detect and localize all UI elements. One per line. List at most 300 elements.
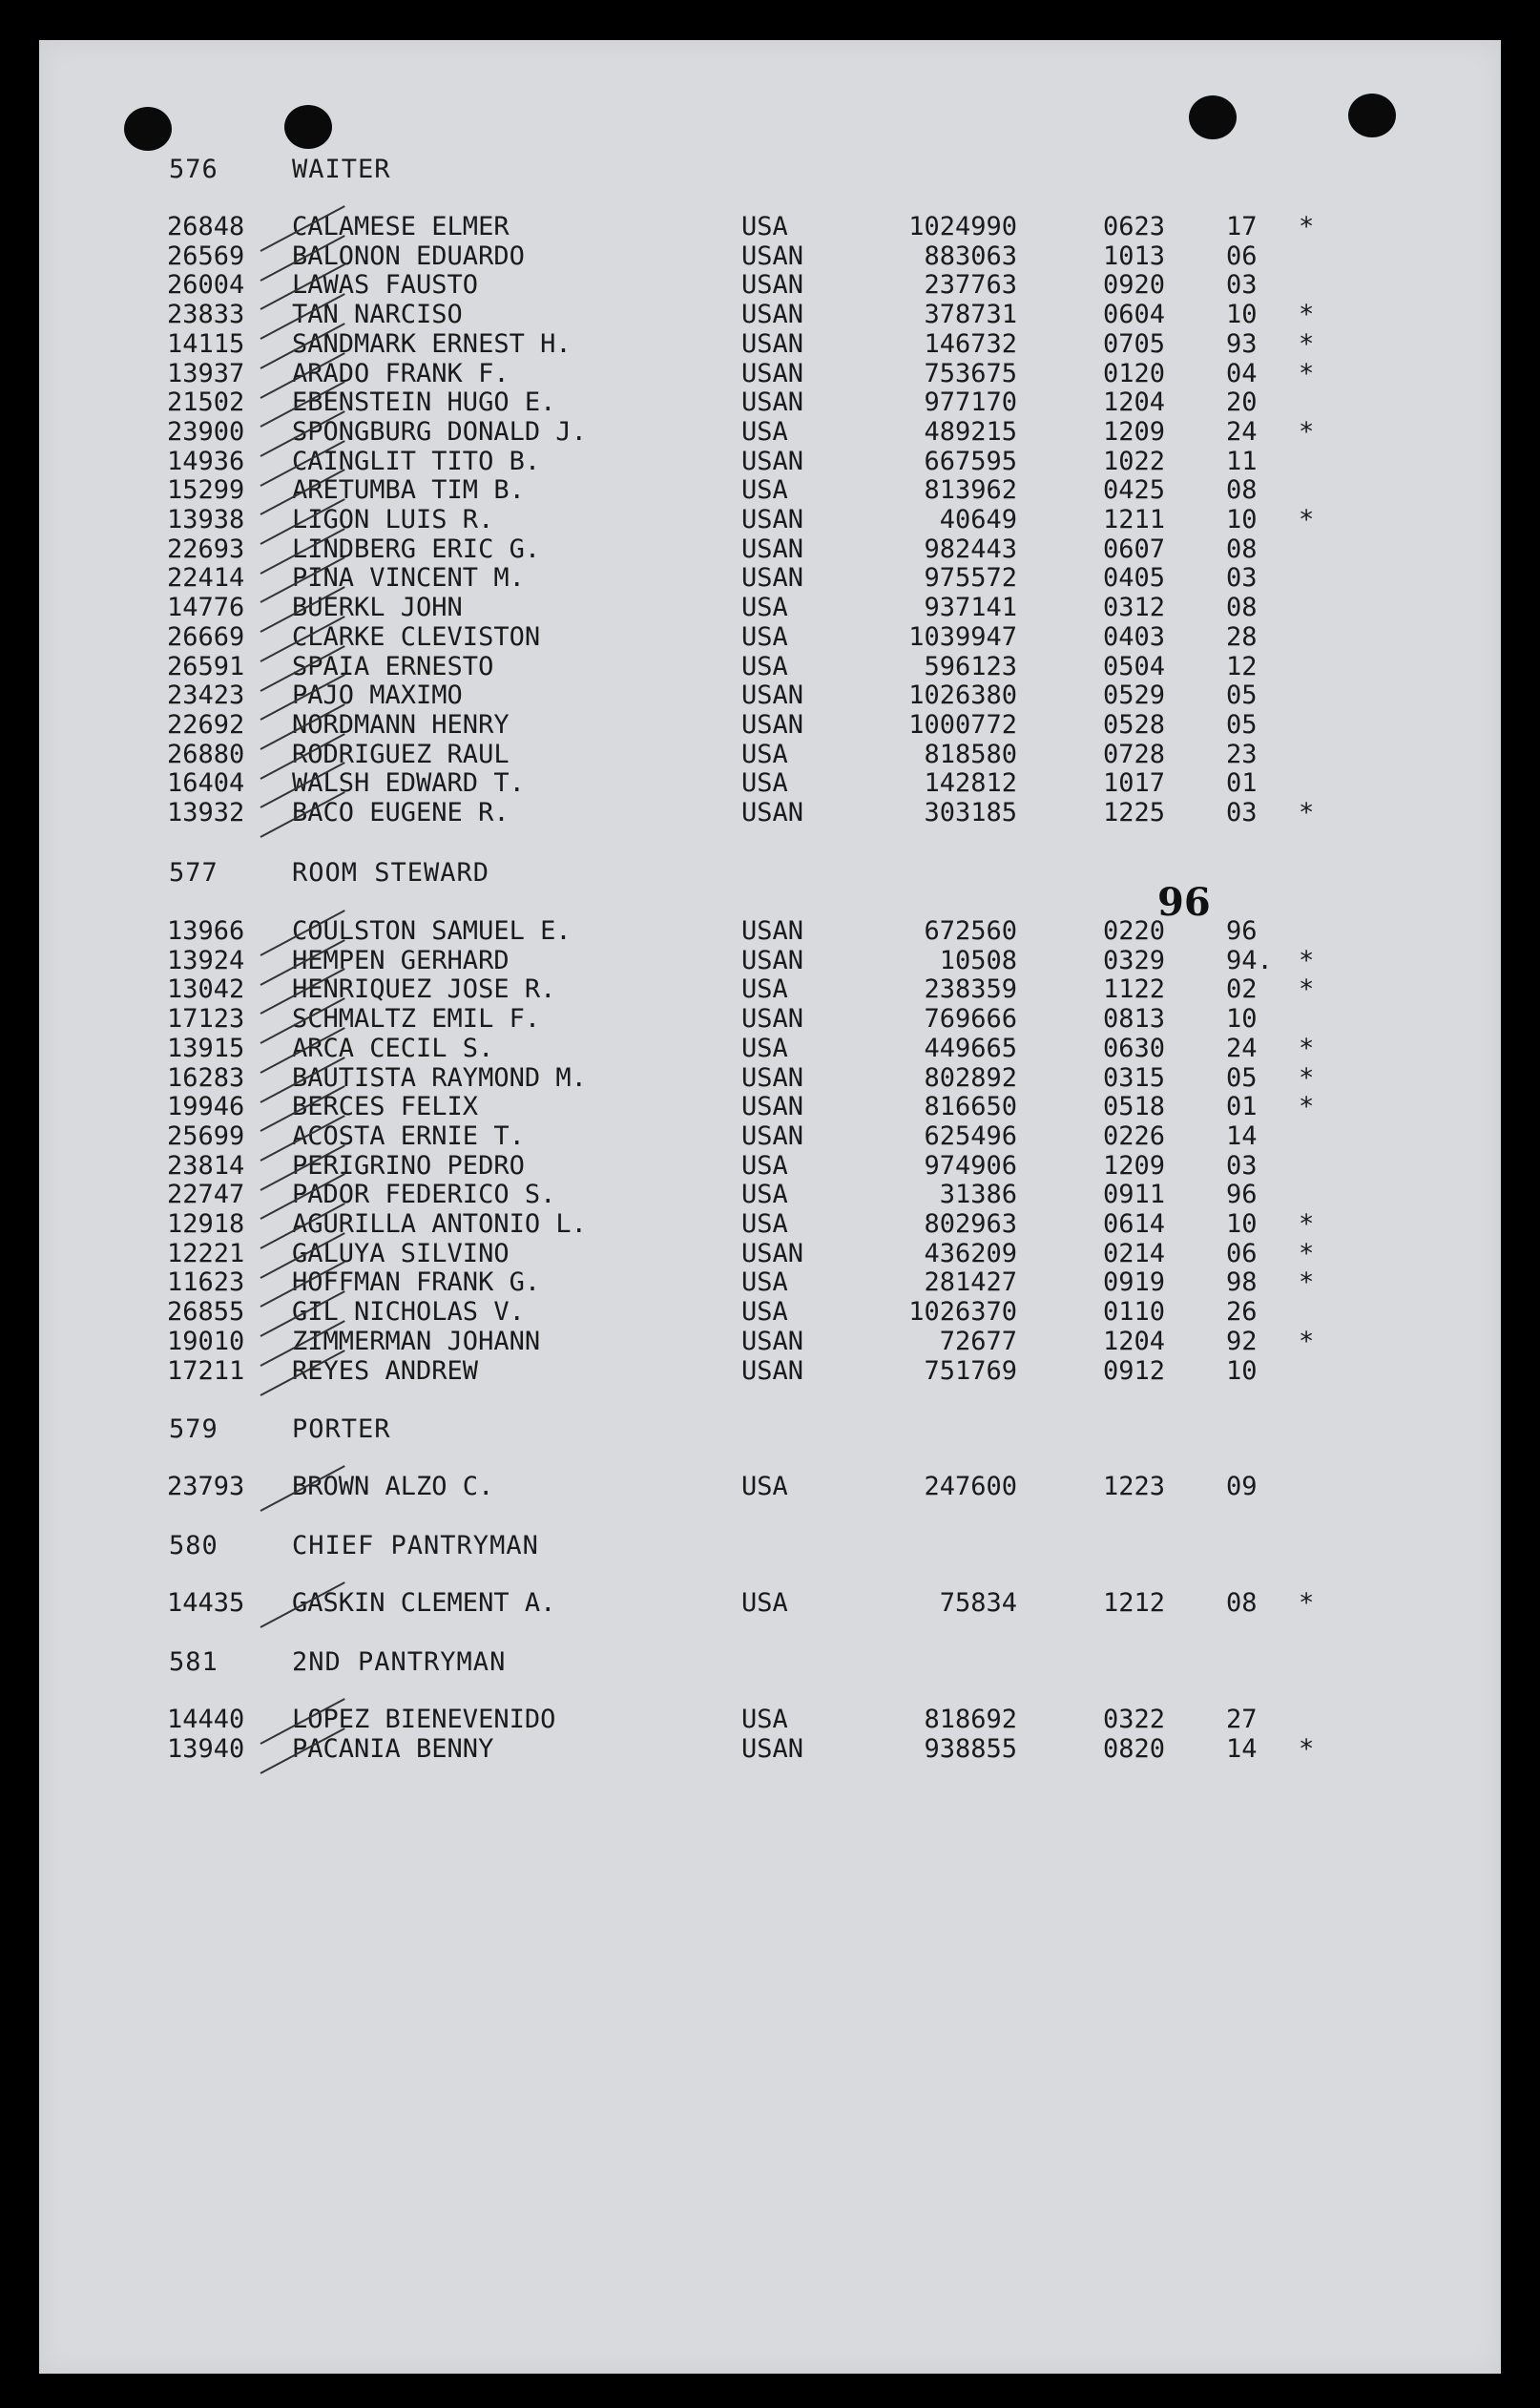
entry-code: 03: [1226, 270, 1258, 300]
section-header: [39, 1414, 1501, 1447]
section-header: [39, 1647, 1501, 1680]
entry-code: 24: [1226, 1034, 1258, 1063]
employee-id: 12221: [167, 1239, 245, 1268]
table-row: [39, 946, 1501, 975]
asterisk-mark: *: [1299, 505, 1315, 534]
employee-id: 17211: [167, 1356, 245, 1386]
employee-name: SPAIA ERNESTO: [292, 652, 494, 681]
entry-code: 10: [1226, 505, 1258, 534]
citizenship: USA: [741, 1472, 788, 1501]
date-code: 0110: [1103, 1297, 1166, 1327]
citizenship: USAN: [741, 1239, 804, 1268]
citizenship: USAN: [741, 563, 804, 593]
section-header: [39, 858, 1501, 890]
date-code: 1204: [1103, 1327, 1166, 1356]
employee-id: 12918: [167, 1209, 245, 1239]
certificate-number: 1026380: [908, 681, 1017, 710]
date-code: 0820: [1103, 1734, 1166, 1764]
employee-name: BAUTISTA RAYMOND M.: [292, 1063, 587, 1093]
table-row: [39, 593, 1501, 622]
employee-id: 22747: [167, 1180, 245, 1209]
table-row: [39, 1472, 1501, 1501]
entry-code: 03: [1226, 798, 1258, 827]
certificate-number: 937141: [924, 593, 1017, 622]
citizenship: USA: [741, 652, 788, 681]
employee-name: GIL NICHOLAS V.: [292, 1297, 525, 1327]
citizenship: USA: [741, 1705, 788, 1734]
citizenship: USAN: [741, 359, 804, 388]
date-code: 0322: [1103, 1705, 1166, 1734]
citizenship: USA: [741, 622, 788, 652]
citizenship: USAN: [741, 241, 804, 271]
date-code: 0220: [1103, 916, 1166, 946]
page-stamp: 96: [1157, 880, 1211, 925]
certificate-number: 818580: [924, 740, 1017, 769]
date-code: 0623: [1103, 212, 1166, 241]
citizenship: USA: [741, 740, 788, 769]
entry-code: 24: [1226, 417, 1258, 447]
entry-code: 94.: [1226, 946, 1273, 975]
certificate-number: 938855: [924, 1734, 1017, 1764]
certificate-number: 489215: [924, 417, 1017, 447]
certificate-number: 975572: [924, 563, 1017, 593]
entry-code: 92: [1226, 1327, 1258, 1356]
entry-code: 93: [1226, 329, 1258, 359]
citizenship: USA: [741, 417, 788, 447]
employee-name: NORDMANN HENRY: [292, 710, 510, 740]
section-code: 579: [169, 1414, 219, 1444]
employee-name: BROWN ALZO C.: [292, 1472, 494, 1501]
employee-id: 14936: [167, 447, 245, 476]
asterisk-mark: *: [1299, 1588, 1315, 1618]
entry-code: 10: [1226, 1004, 1258, 1034]
certificate-number: 10508: [939, 946, 1017, 975]
certificate-number: 977170: [924, 387, 1017, 417]
punch-hole: [1348, 94, 1396, 137]
employee-name: HENRIQUEZ JOSE R.: [292, 974, 556, 1004]
employee-name: AGURILLA ANTONIO L.: [292, 1209, 587, 1239]
citizenship: USAN: [741, 710, 804, 740]
entry-code: 26: [1226, 1297, 1258, 1327]
date-code: 0920: [1103, 270, 1166, 300]
table-row: [39, 270, 1501, 300]
date-code: 1211: [1103, 505, 1166, 534]
table-row: [39, 212, 1501, 241]
table-row: [39, 505, 1501, 534]
certificate-number: 672560: [924, 916, 1017, 946]
employee-id: 13924: [167, 946, 245, 975]
employee-id: 16404: [167, 768, 245, 798]
table-row: [39, 710, 1501, 740]
asterisk-mark: *: [1299, 1734, 1315, 1764]
date-code: 0312: [1103, 593, 1166, 622]
entry-code: 01: [1226, 1092, 1258, 1121]
employee-name: ARCA CECIL S.: [292, 1034, 494, 1063]
table-row: [39, 300, 1501, 329]
employee-id: 26669: [167, 622, 245, 652]
asterisk-mark: *: [1299, 417, 1315, 447]
date-code: 0329: [1103, 946, 1166, 975]
certificate-number: 802963: [924, 1209, 1017, 1239]
date-code: 1225: [1103, 798, 1166, 827]
table-row: [39, 740, 1501, 769]
certificate-number: 596123: [924, 652, 1017, 681]
entry-code: 10: [1226, 300, 1258, 329]
employee-name: PACANIA BENNY: [292, 1734, 494, 1764]
table-row: [39, 681, 1501, 710]
section-title: PORTER: [292, 1414, 391, 1444]
table-row: [39, 652, 1501, 681]
citizenship: USA: [741, 1588, 788, 1618]
employee-name: BALONON EDUARDO: [292, 241, 525, 271]
section-title: 2ND PANTRYMAN: [292, 1647, 507, 1677]
table-row: [39, 475, 1501, 505]
employee-id: 23833: [167, 300, 245, 329]
date-code: 0728: [1103, 740, 1166, 769]
date-code: 0315: [1103, 1063, 1166, 1093]
certificate-number: 769666: [924, 1004, 1017, 1034]
certificate-number: 753675: [924, 359, 1017, 388]
table-row: [39, 974, 1501, 1004]
table-row: [39, 1004, 1501, 1034]
citizenship: USAN: [741, 1327, 804, 1356]
asterisk-mark: *: [1299, 300, 1315, 329]
employee-name: HEMPEN GERHARD: [292, 946, 510, 975]
certificate-number: 974906: [924, 1151, 1017, 1181]
entry-code: 14: [1226, 1734, 1258, 1764]
table-row: [39, 768, 1501, 798]
punch-hole: [1189, 95, 1237, 139]
certificate-number: 237763: [924, 270, 1017, 300]
employee-id: 13966: [167, 916, 245, 946]
asterisk-mark: *: [1299, 1239, 1315, 1268]
table-row: [39, 1063, 1501, 1093]
employee-name: GASKIN CLEMENT A.: [292, 1588, 556, 1618]
citizenship: USAN: [741, 681, 804, 710]
table-row: [39, 1356, 1501, 1386]
entry-code: 12: [1226, 652, 1258, 681]
certificate-number: 883063: [924, 241, 1017, 271]
certificate-number: 1039947: [908, 622, 1017, 652]
employee-id: 25699: [167, 1121, 245, 1151]
citizenship: USA: [741, 212, 788, 241]
section-title: WAITER: [292, 155, 391, 184]
date-code: 1223: [1103, 1472, 1166, 1501]
citizenship: USA: [741, 974, 788, 1004]
employee-id: 19010: [167, 1327, 245, 1356]
table-row: [39, 534, 1501, 564]
certificate-number: 75834: [939, 1588, 1017, 1618]
table-row: [39, 798, 1501, 827]
citizenship: USA: [741, 1180, 788, 1209]
certificate-number: 1000772: [908, 710, 1017, 740]
employee-name: LAWAS FAUSTO: [292, 270, 479, 300]
entry-code: 23: [1226, 740, 1258, 769]
employee-id: 26569: [167, 241, 245, 271]
employee-id: 13937: [167, 359, 245, 388]
citizenship: USA: [741, 1267, 788, 1297]
section-title: ROOM STEWARD: [292, 858, 490, 888]
employee-id: 26855: [167, 1297, 245, 1327]
employee-id: 21502: [167, 387, 245, 417]
date-code: 0214: [1103, 1239, 1166, 1268]
citizenship: USA: [741, 768, 788, 798]
employee-id: 14115: [167, 329, 245, 359]
employee-name: ACOSTA ERNIE T.: [292, 1121, 525, 1151]
employee-name: SPONGBURG DONALD J.: [292, 417, 587, 447]
certificate-number: 281427: [924, 1267, 1017, 1297]
entry-code: 20: [1226, 387, 1258, 417]
entry-code: 06: [1226, 1239, 1258, 1268]
entry-code: 17: [1226, 212, 1258, 241]
section-code: 580: [169, 1531, 219, 1560]
employee-id: 15299: [167, 475, 245, 505]
entry-code: 08: [1226, 1588, 1258, 1618]
employee-name: LIGON LUIS R.: [292, 505, 494, 534]
certificate-number: 142812: [924, 768, 1017, 798]
table-row: [39, 1267, 1501, 1297]
section-title: CHIEF PANTRYMAN: [292, 1531, 539, 1560]
citizenship: USAN: [741, 329, 804, 359]
citizenship: USA: [741, 593, 788, 622]
certificate-number: 1024990: [908, 212, 1017, 241]
asterisk-mark: *: [1299, 1209, 1315, 1239]
table-row: [39, 1588, 1501, 1618]
employee-name: PERIGRINO PEDRO: [292, 1151, 525, 1181]
asterisk-mark: *: [1299, 329, 1315, 359]
employee-name: PADOR FEDERICO S.: [292, 1180, 556, 1209]
date-code: 0911: [1103, 1180, 1166, 1209]
table-row: [39, 417, 1501, 447]
citizenship: USAN: [741, 1092, 804, 1121]
table-row: [39, 1034, 1501, 1063]
table-row: [39, 1734, 1501, 1764]
entry-code: 11: [1226, 447, 1258, 476]
entry-code: 28: [1226, 622, 1258, 652]
citizenship: USA: [741, 1151, 788, 1181]
date-code: 0403: [1103, 622, 1166, 652]
employee-name: GALUYA SILVINO: [292, 1239, 510, 1268]
table-row: [39, 1180, 1501, 1209]
certificate-number: 436209: [924, 1239, 1017, 1268]
certificate-number: 238359: [924, 974, 1017, 1004]
citizenship: USAN: [741, 1063, 804, 1093]
entry-code: 08: [1226, 593, 1258, 622]
entry-code: 27: [1226, 1705, 1258, 1734]
employee-id: 23814: [167, 1151, 245, 1181]
citizenship: USAN: [741, 1356, 804, 1386]
certificate-number: 813962: [924, 475, 1017, 505]
employee-id: 26848: [167, 212, 245, 241]
table-row: [39, 1297, 1501, 1327]
entry-code: 96: [1226, 1180, 1258, 1209]
table-row: [39, 241, 1501, 271]
table-row: [39, 916, 1501, 946]
employee-name: CLARKE CLEVISTON: [292, 622, 541, 652]
punch-hole: [284, 105, 332, 149]
date-code: 0528: [1103, 710, 1166, 740]
employee-id: 11623: [167, 1267, 245, 1297]
certificate-number: 146732: [924, 329, 1017, 359]
certificate-number: 40649: [939, 505, 1017, 534]
certificate-number: 816650: [924, 1092, 1017, 1121]
employee-name: CAINGLIT TITO B.: [292, 447, 541, 476]
employee-name: REYES ANDREW: [292, 1356, 479, 1386]
date-code: 1209: [1103, 1151, 1166, 1181]
date-code: 0604: [1103, 300, 1166, 329]
entry-code: 03: [1226, 563, 1258, 593]
entry-code: 10: [1226, 1356, 1258, 1386]
employee-name: COULSTON SAMUEL E.: [292, 916, 572, 946]
date-code: 0504: [1103, 652, 1166, 681]
entry-code: 98: [1226, 1267, 1258, 1297]
certificate-number: 31386: [939, 1180, 1017, 1209]
employee-name: ARADO FRANK F.: [292, 359, 510, 388]
employee-id: 13915: [167, 1034, 245, 1063]
entry-code: 06: [1226, 241, 1258, 271]
entry-code: 04: [1226, 359, 1258, 388]
citizenship: USAN: [741, 946, 804, 975]
employee-id: 13938: [167, 505, 245, 534]
employee-name: LINDBERG ERIC G.: [292, 534, 541, 564]
entry-code: 08: [1226, 475, 1258, 505]
employee-name: EBENSTEIN HUGO E.: [292, 387, 556, 417]
date-code: 0919: [1103, 1267, 1166, 1297]
employee-id: 23423: [167, 681, 245, 710]
date-code: 0705: [1103, 329, 1166, 359]
employee-name: SANDMARK ERNEST H.: [292, 329, 572, 359]
date-code: 0226: [1103, 1121, 1166, 1151]
citizenship: USAN: [741, 534, 804, 564]
citizenship: USAN: [741, 1004, 804, 1034]
entry-code: 03: [1226, 1151, 1258, 1181]
employee-id: 13042: [167, 974, 245, 1004]
table-row: [39, 563, 1501, 593]
employee-id: 22414: [167, 563, 245, 593]
employee-name: BACO EUGENE R.: [292, 798, 510, 827]
certificate-number: 625496: [924, 1121, 1017, 1151]
date-code: 1212: [1103, 1588, 1166, 1618]
citizenship: USAN: [741, 1734, 804, 1764]
asterisk-mark: *: [1299, 212, 1315, 241]
date-code: 1017: [1103, 768, 1166, 798]
date-code: 1204: [1103, 387, 1166, 417]
punch-hole: [124, 107, 172, 151]
employee-id: 14440: [167, 1705, 245, 1734]
entry-code: 01: [1226, 768, 1258, 798]
table-row: [39, 1327, 1501, 1356]
date-code: 0405: [1103, 563, 1166, 593]
employee-id: 13940: [167, 1734, 245, 1764]
table-row: [39, 1209, 1501, 1239]
employee-name: PINA VINCENT M.: [292, 563, 525, 593]
employee-name: BUERKL JOHN: [292, 593, 463, 622]
entry-code: 05: [1226, 681, 1258, 710]
table-row: [39, 329, 1501, 359]
employee-id: 26591: [167, 652, 245, 681]
employee-id: 22692: [167, 710, 245, 740]
section-code: 577: [169, 858, 219, 888]
employee-name: ZIMMERMAN JOHANN: [292, 1327, 541, 1356]
asterisk-mark: *: [1299, 1092, 1315, 1121]
employee-name: WALSH EDWARD T.: [292, 768, 525, 798]
certificate-number: 449665: [924, 1034, 1017, 1063]
citizenship: USAN: [741, 270, 804, 300]
employee-id: 13932: [167, 798, 245, 827]
date-code: 0425: [1103, 475, 1166, 505]
entry-code: 05: [1226, 1063, 1258, 1093]
date-code: 0607: [1103, 534, 1166, 564]
employee-id: 14776: [167, 593, 245, 622]
citizenship: USA: [741, 1297, 788, 1327]
date-code: 0518: [1103, 1092, 1166, 1121]
citizenship: USA: [741, 1034, 788, 1063]
section-header: [39, 155, 1501, 187]
certificate-number: 982443: [924, 534, 1017, 564]
entry-code: 10: [1226, 1209, 1258, 1239]
employee-name: SCHMALTZ EMIL F.: [292, 1004, 541, 1034]
employee-id: 17123: [167, 1004, 245, 1034]
citizenship: USA: [741, 1209, 788, 1239]
citizenship: USAN: [741, 300, 804, 329]
citizenship: USAN: [741, 387, 804, 417]
date-code: 0120: [1103, 359, 1166, 388]
citizenship: USAN: [741, 505, 804, 534]
table-row: [39, 359, 1501, 388]
certificate-number: 667595: [924, 447, 1017, 476]
citizenship: USA: [741, 475, 788, 505]
employee-name: TAN NARCISO: [292, 300, 463, 329]
certificate-number: 802892: [924, 1063, 1017, 1093]
employee-id: 19946: [167, 1092, 245, 1121]
date-code: 0813: [1103, 1004, 1166, 1034]
asterisk-mark: *: [1299, 1267, 1315, 1297]
table-row: [39, 387, 1501, 417]
table-row: [39, 1092, 1501, 1121]
employee-name: LOPEZ BIENEVENIDO: [292, 1705, 556, 1734]
certificate-number: 751769: [924, 1356, 1017, 1386]
table-row: [39, 1239, 1501, 1268]
employee-name: BERCES FELIX: [292, 1092, 479, 1121]
table-row: [39, 1121, 1501, 1151]
date-code: 0912: [1103, 1356, 1166, 1386]
date-code: 0614: [1103, 1209, 1166, 1239]
certificate-number: 72677: [939, 1327, 1017, 1356]
table-row: [39, 1151, 1501, 1181]
date-code: 1122: [1103, 974, 1166, 1004]
employee-id: 22693: [167, 534, 245, 564]
entry-code: 05: [1226, 710, 1258, 740]
asterisk-mark: *: [1299, 359, 1315, 388]
citizenship: USAN: [741, 798, 804, 827]
asterisk-mark: *: [1299, 1034, 1315, 1063]
date-code: 1013: [1103, 241, 1166, 271]
certificate-number: 247600: [924, 1472, 1017, 1501]
employee-name: CALAMESE ELMER: [292, 212, 510, 241]
employee-name: HOFFMAN FRANK G.: [292, 1267, 541, 1297]
table-row: [39, 447, 1501, 476]
asterisk-mark: *: [1299, 1063, 1315, 1093]
entry-code: 02: [1226, 974, 1258, 1004]
certificate-number: 1026370: [908, 1297, 1017, 1327]
entry-code: 08: [1226, 534, 1258, 564]
employee-id: 14435: [167, 1588, 245, 1618]
section-code: 576: [169, 155, 219, 184]
employee-id: 23900: [167, 417, 245, 447]
citizenship: USAN: [741, 447, 804, 476]
certificate-number: 818692: [924, 1705, 1017, 1734]
date-code: 0529: [1103, 681, 1166, 710]
